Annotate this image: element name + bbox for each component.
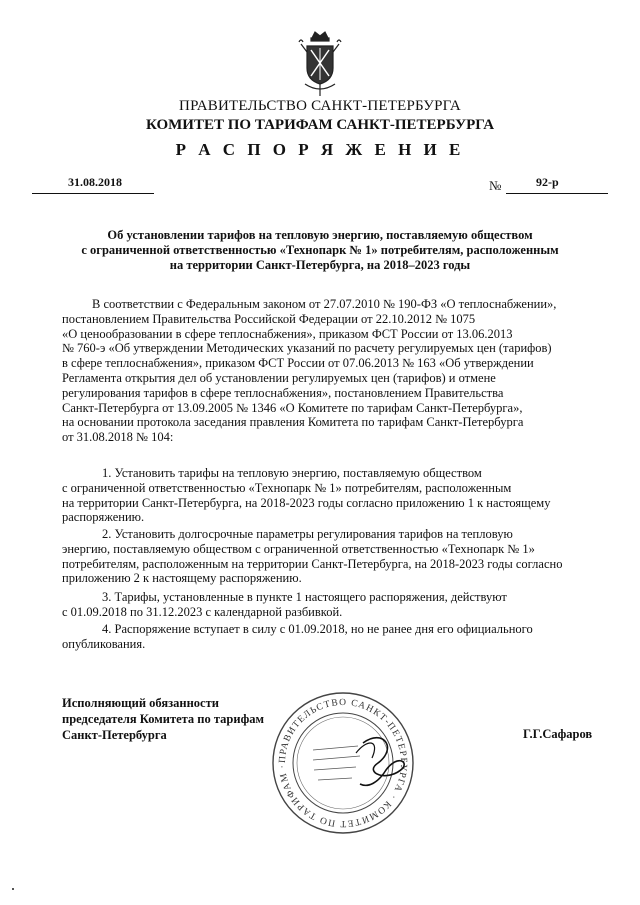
preamble-line: В соответствии с Федеральным законом от 27.07.2010 № 190-ФЗ «О теплоснабжении», bbox=[92, 297, 557, 311]
committee-heading: КОМИТЕТ ПО ТАРИФАМ САНКТ-ПЕТЕРБУРГА bbox=[145, 117, 495, 133]
item-line: потребителям, расположенным на территории Санкт-Петербурга, на 2018-2023 годы согласно bbox=[62, 556, 563, 571]
item-line: 2. Установить долгосрочные параметры регулирования тарифов на тепловую bbox=[102, 527, 513, 541]
official-seal-icon bbox=[268, 688, 418, 838]
title-line: Об установлении тарифов на тепловую энергию, поставляемую обществом bbox=[107, 228, 533, 242]
document-type-heading: Р А С П О Р Я Ж Е Н И Е bbox=[175, 140, 465, 159]
preamble-line: на основании протокола заседания правления Комитета по тарифам Санкт-Петербурга bbox=[62, 415, 524, 430]
preamble-line: от 31.08.2018 № 104: bbox=[62, 430, 174, 445]
title-line: на территории Санкт-Петербурга, на 2018–2023 годы bbox=[169, 258, 471, 272]
preamble-line: № 760-э «Об утверждении Методических указаний по расчету регулируемых цен (тарифов) bbox=[62, 341, 552, 356]
item-line: 1. Установить тарифы на тепловую энергию, поставляемую обществом bbox=[102, 466, 482, 480]
preamble-line: в сфере теплоснабжения», приказом ФСТ России от 07.06.2013 № 163 «Об утверждении bbox=[62, 356, 534, 371]
preamble-line: регулирования тарифов в сфере теплоснабжения», постановлением Правительства bbox=[62, 385, 504, 400]
number-field bbox=[506, 175, 608, 194]
stamp-text: ПРАВИТЕЛЬСТВО САНКТ-ПЕТЕРБУРГА · КОМИТЕТ ПО ТАРИФАМ · bbox=[277, 697, 409, 829]
preamble bbox=[62, 297, 610, 445]
signer-position-line: Исполняющий обязанности bbox=[62, 696, 219, 710]
signer-position-line: председателя Комитета по тарифам bbox=[62, 712, 264, 726]
item-line: с ограниченной ответственностью «Технопарк № 1» потребителям, расположенным bbox=[62, 480, 512, 495]
coat-of-arms-icon bbox=[295, 28, 345, 98]
item-line: 4. Распоряжение вступает в силу с 01.09.2018, но не ранее дня его официального bbox=[102, 622, 533, 636]
item-4 bbox=[62, 622, 610, 652]
item-line: 3. Тарифы, установленные в пункте 1 настоящего распоряжения, действуют bbox=[102, 590, 507, 604]
date-field bbox=[32, 175, 154, 194]
svg-text:ПРАВИТЕЛЬСТВО САНКТ-ПЕТЕРБУРГА bbox=[278, 698, 408, 828]
title-line: с ограниченной ответственностью «Технопарк № 1» потребителям, расположенным bbox=[81, 243, 559, 257]
item-3 bbox=[62, 590, 610, 620]
item-2 bbox=[62, 527, 610, 586]
signer-position-line: Санкт-Петербурга bbox=[62, 728, 167, 742]
preamble-line: «О ценообразовании в сфере теплоснабжения», приказом ФСТ России от 13.06.2013 bbox=[62, 326, 513, 341]
item-line: с 01.09.2018 по 31.12.2023 с календарной разбивкой. bbox=[62, 604, 343, 619]
number-label: № bbox=[489, 178, 502, 193]
preamble-line: Санкт-Петербурга от 13.09.2005 № 1346 «О Комитете по тарифам Санкт-Петербурга», bbox=[62, 400, 523, 415]
document-date: 31.08.2018 bbox=[68, 175, 122, 189]
item-line: энергию, поставляемую обществом с ограниченной ответственностью «Технопарк № 1» bbox=[62, 541, 535, 556]
document-number: 92-р bbox=[536, 175, 559, 189]
government-heading: ПРАВИТЕЛЬСТВО САНКТ-ПЕТЕРБУРГА bbox=[179, 98, 461, 114]
document-title bbox=[40, 228, 600, 273]
preamble-line: Регламента открытия дел об установлении регулируемых цен (тарифов) и отмене bbox=[62, 370, 496, 385]
signer-position bbox=[62, 695, 264, 743]
item-line: опубликования. bbox=[62, 636, 146, 651]
item-line: на территории Санкт-Петербурга, на 2018-2023 годы согласно приложению 1 к настоящему bbox=[62, 495, 551, 510]
item-1 bbox=[62, 466, 610, 525]
preamble-line: постановлением Правительства Российской Федерации от 22.10.2012 № 1075 bbox=[62, 311, 476, 326]
scan-speck bbox=[12, 888, 14, 890]
item-line: распоряжению. bbox=[62, 510, 145, 525]
signer-name: Г.Г.Сафаров bbox=[523, 727, 593, 741]
item-line: приложению 2 к настоящему распоряжению. bbox=[62, 571, 302, 586]
